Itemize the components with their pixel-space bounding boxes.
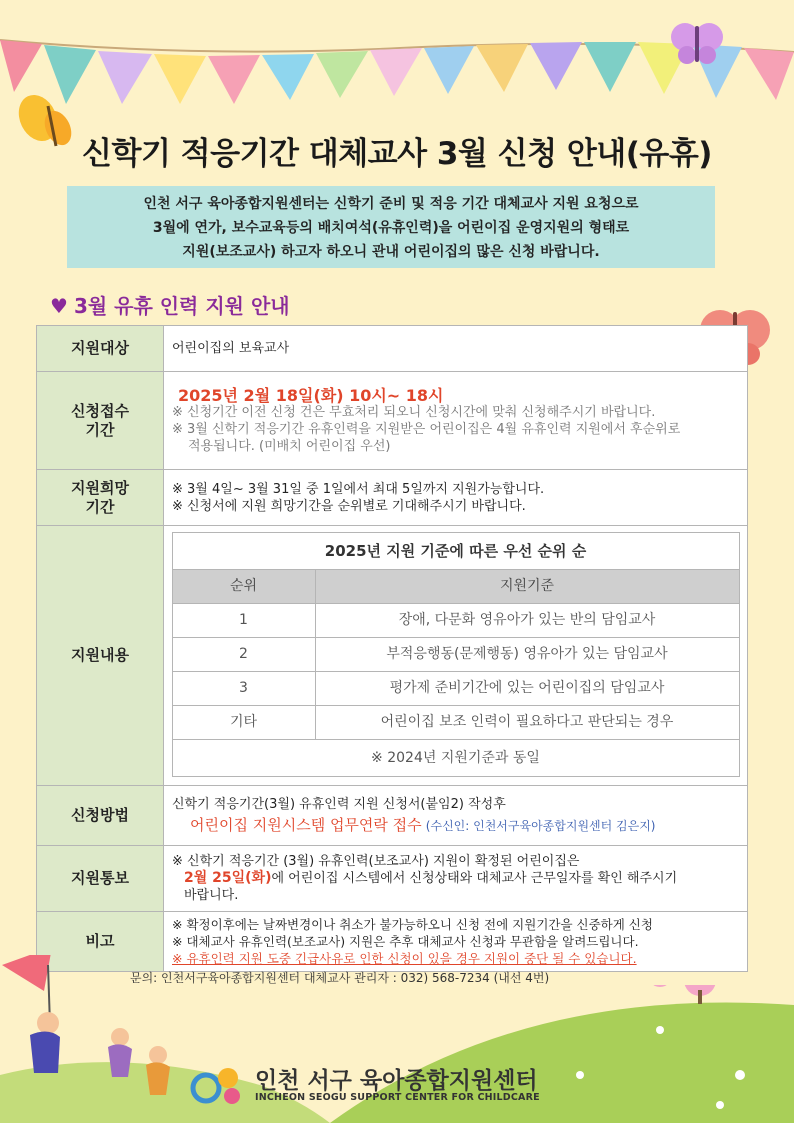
col-criteria-header: 지원기준 — [315, 570, 739, 604]
row-period — [37, 372, 748, 470]
remarks-line-warning: ※ 유휴인력 지원 도중 긴급사유로 인한 신청이 있을 경우 지원이 중단 될 수 있습니다. — [172, 951, 637, 966]
notice-text: 에 어린이집 시스템에서 신청상태와 대체교사 근무일자를 확인 해주시기 — [271, 871, 678, 886]
period-note: 적용됩니다. (미배치 어린이집 우선) — [188, 438, 391, 454]
section-heading-text: 3월 유휴 인력 지원 안내 — [73, 294, 290, 318]
priority-criteria: 부적응행동(문제행동) 영유아가 있는 담임교사 — [315, 638, 739, 672]
notice-line: 바랍니다. — [184, 888, 239, 903]
value-notice — [164, 846, 748, 912]
label-period-line: 기간 — [85, 420, 115, 439]
priority-row — [172, 638, 739, 672]
priority-row — [172, 672, 739, 706]
priority-rank: 2 — [172, 638, 315, 672]
label-notice: 지원통보 — [37, 846, 164, 912]
value-target: 어린이집의 보육교사 — [164, 326, 748, 372]
contact-info: 문의: 인천서구육아종합지원센터 대체교사 관리자 : 032) 568-7234 (내선 4번) — [130, 971, 550, 985]
row-method — [37, 786, 748, 846]
row-content — [37, 526, 748, 786]
method-line: 신학기 적응기간(3월) 유휴인력 지원 신청서(붙임2) 작성후 — [172, 797, 506, 812]
priority-table — [172, 532, 740, 777]
period-note: ※ 3월 신학기 적응기간 유휴인력을 지원받은 어린이집은 4월 유휴인력 지원에서 후순위로 — [172, 421, 681, 437]
intro-line: 지원(보조교사) 하고자 하오니 관내 어린이집의 많은 신청 바랍니다. — [182, 244, 600, 260]
intro-line: 3월에 연가, 보수교육등의 배치여석(유휴인력)을 어린이집 운영지원의 형태로 — [152, 220, 630, 236]
period-note: ※ 신청기간 이전 신청 건은 무효처리 되오니 신청시간에 맞춰 신청해주시기 바랍니다. — [172, 404, 656, 420]
label-method: 신청방법 — [37, 786, 164, 846]
notice-line-2 — [172, 870, 739, 887]
priority-row — [172, 604, 739, 638]
priority-rank: 1 — [172, 604, 315, 638]
row-notice — [37, 846, 748, 912]
value-remarks — [164, 912, 748, 972]
priority-criteria: 평가제 준비기간에 있는 어린이집의 담임교사 — [315, 672, 739, 706]
method-recipient: (수신인: 인천서구육아종합지원센터 김은지) — [425, 819, 656, 833]
method-system: 어린이집 지원시스템 업무연락 접수 — [190, 816, 422, 834]
priority-rank: 3 — [172, 672, 315, 706]
row-target — [37, 326, 748, 372]
value-hope — [164, 470, 748, 526]
value-content — [164, 526, 748, 786]
label-period-line: 신청접수 — [71, 401, 129, 420]
butterfly-purple-icon — [668, 20, 726, 66]
label-remarks: 비고 — [37, 912, 164, 972]
hope-line: ※ 3월 4일~ 3월 31일 중 1일에서 최대 5일까지 지원가능합니다. — [172, 481, 545, 497]
label-target: 지원대상 — [37, 326, 164, 372]
label-content: 지원내용 — [37, 526, 164, 786]
label-hope-line: 기간 — [85, 497, 115, 516]
value-method — [164, 786, 748, 846]
period-date: 2025년 2월 18일(화) 10시~ 18시 — [178, 385, 444, 405]
label-hope-line: 지원희망 — [71, 478, 129, 497]
hope-line: ※ 신청서에 지원 희망기간을 순위별로 기대해주시기 바랍니다. — [172, 498, 526, 514]
remarks-line: ※ 확정이후에는 날짜변경이나 취소가 불가능하오니 신청 전에 지원기간을 신중하게 신청 — [172, 917, 653, 932]
row-hope — [37, 470, 748, 526]
value-period — [164, 372, 748, 470]
method-line-2 — [172, 817, 739, 835]
intro-line: 인천 서구 육아종합지원센터는 신학기 준비 및 적응 기간 대체교사 지원 요청으로 — [143, 196, 639, 212]
intro-box — [67, 186, 715, 268]
priority-criteria: 어린이집 보조 인력이 필요하다고 판단되는 경우 — [315, 706, 739, 740]
priority-header-row — [172, 570, 739, 604]
priority-rank: 기타 — [172, 706, 315, 740]
col-rank-header: 순위 — [172, 570, 315, 604]
center-logo-icon — [190, 1060, 246, 1110]
notice-date: 2월 25일(화) — [184, 870, 272, 886]
priority-row — [172, 706, 739, 740]
org-name-english: INCHEON SEOGU SUPPORT CENTER FOR CHILDCARE — [255, 1092, 540, 1103]
notice-line: ※ 신학기 적응기간 (3월) 유휴인력(보조교사) 지원이 확정된 어린이집은 — [172, 854, 580, 869]
page-title: 신학기 적응기간 대체교사 3월 신청 안내(유휴) — [82, 136, 712, 172]
section-heading — [50, 290, 290, 319]
info-table — [36, 325, 748, 972]
priority-criteria: 장애, 다문화 영유아가 있는 반의 담임교사 — [315, 604, 739, 638]
priority-footnote: ※ 2024년 지원기준과 동일 — [172, 740, 739, 777]
children-illustration — [0, 955, 200, 1123]
org-name: 인천 서구 육아종합지원센터 — [255, 1068, 538, 1094]
label-period — [37, 372, 164, 470]
remarks-line: ※ 대체교사 유휴인력(보조교사) 지원은 추후 대체교사 신청과 무관함을 알려드립니다. — [172, 934, 639, 949]
priority-table-title: 2025년 지원 기준에 따른 우선 순위 순 — [172, 533, 739, 570]
label-hope — [37, 470, 164, 526]
heart-icon: ♥ — [50, 294, 68, 318]
